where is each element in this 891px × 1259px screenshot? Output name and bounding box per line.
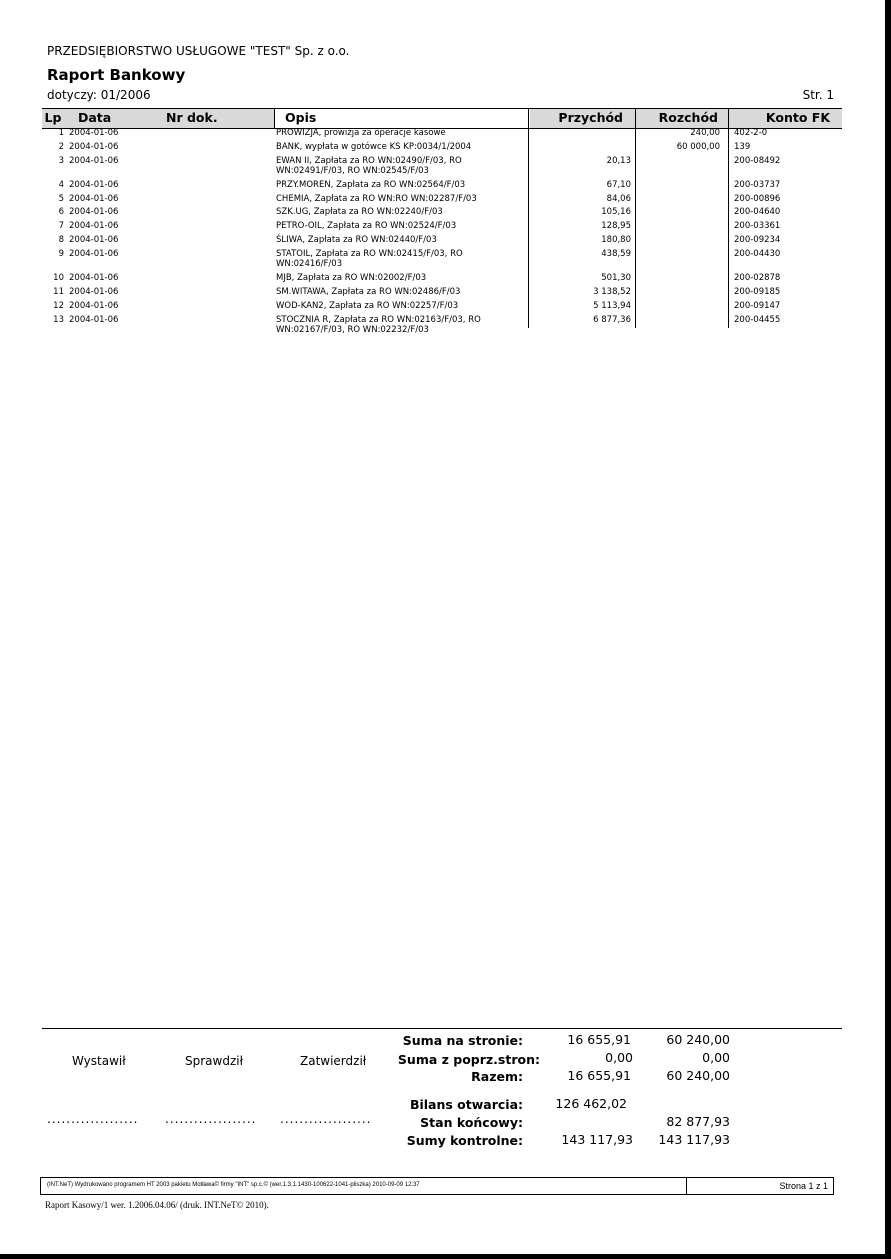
- row-description-line: WN:02416/F/03: [276, 259, 343, 270]
- page-border-right: [885, 0, 891, 1259]
- row-przychod: 5 113,94: [593, 300, 631, 311]
- table-row: [42, 142, 842, 156]
- row-konto: 200-00896: [734, 193, 781, 204]
- signature-label-zatwierdzil: Zatwierdził: [300, 1054, 367, 1068]
- row-date: 2004-01-06: [69, 193, 119, 204]
- row-description-line: SM.WITAWA, Zapłata za RO WN:02486/F/03: [276, 286, 461, 297]
- suma-na-stronie-przychod: 16 655,91: [567, 1032, 631, 1047]
- table-row: [42, 128, 842, 142]
- row-description-line: STOCZNIA R, Zapłata za RO WN:02163/F/03, RO: [276, 314, 481, 325]
- row-description-line: WN:02491/F/03, RO WN:02545/F/03: [276, 166, 429, 177]
- row-przychod: 20,13: [606, 155, 631, 166]
- row-description: [276, 249, 526, 270]
- row-lp: 2: [58, 141, 64, 152]
- row-description-line: ŚLIWA, Zapłata za RO WN:02440/F/03: [276, 235, 437, 246]
- row-rozchod: 60 000,00: [676, 141, 720, 152]
- table-row: [42, 235, 842, 249]
- row-przychod: 6 877,36: [593, 314, 631, 325]
- row-description-line: SZK.UG, Zapłata za RO WN:02240/F/03: [276, 207, 443, 218]
- row-przychod: 128,95: [601, 221, 631, 232]
- row-lp: 13: [53, 314, 64, 325]
- row-lp: 4: [58, 179, 64, 190]
- suma-na-stronie-label: Suma na stronie:: [402, 1033, 523, 1048]
- row-lp: 3: [58, 155, 64, 166]
- row-lp: 11: [53, 286, 64, 297]
- row-description: [276, 194, 526, 205]
- footer-divider: [686, 1178, 687, 1194]
- row-description-line: MJB, Zapłata za RO WN:02002/F/03: [276, 273, 427, 284]
- suma-na-stronie-rozchod: 60 240,00: [666, 1032, 730, 1047]
- row-rozchod: 240,00: [690, 128, 720, 138]
- column-header-doc: Nr dok.: [146, 109, 274, 128]
- stan-koncowy-label: Stan końcowy:: [420, 1115, 523, 1130]
- row-date: 2004-01-06: [69, 286, 119, 297]
- row-date: 2004-01-06: [69, 128, 119, 138]
- page-counter: Strona 1 z 1: [779, 1181, 828, 1191]
- column-divider: [274, 108, 275, 128]
- summary-separator: [42, 1028, 842, 1029]
- column-header-konto: Konto FK: [729, 109, 842, 128]
- sumy-kontrolne-rozchod: 143 117,93: [658, 1132, 730, 1147]
- row-date: 2004-01-06: [69, 179, 119, 190]
- row-przychod: 67,10: [606, 179, 631, 190]
- row-przychod: 3 138,52: [593, 286, 631, 297]
- row-konto: 200-02878: [734, 273, 781, 284]
- column-header-date: Data: [64, 109, 146, 128]
- row-przychod: 438,59: [601, 248, 631, 259]
- row-konto: 200-03361: [734, 221, 781, 232]
- row-description: [276, 142, 526, 153]
- table-row: [42, 315, 842, 339]
- table-row: [42, 180, 842, 194]
- row-lp: 7: [58, 221, 64, 232]
- sumy-kontrolne-label: Sumy kontrolne:: [406, 1133, 523, 1148]
- signature-label-sprawdzil: Sprawdził: [185, 1054, 243, 1068]
- row-lp: 9: [58, 248, 64, 259]
- column-header-opis: Opis: [285, 110, 317, 125]
- table-row: [42, 221, 842, 235]
- row-date: 2004-01-06: [69, 273, 119, 284]
- row-description-line: WOD-KAN2, Zapłata za RO WN:02257/F/03: [276, 300, 459, 311]
- row-description-line: WN:02167/F/03, RO WN:02232/F/03: [276, 325, 429, 336]
- print-footer: [40, 1177, 834, 1195]
- signature-line-zatwierdzil: ...................: [280, 1112, 372, 1126]
- row-konto: 200-08492: [734, 155, 781, 166]
- report-period: dotyczy: 01/2006: [47, 88, 151, 102]
- row-date: 2004-01-06: [69, 235, 119, 246]
- column-header-przychod: Przychód: [530, 109, 635, 128]
- row-lp: 6: [58, 207, 64, 218]
- row-lp: 5: [58, 193, 64, 204]
- row-date: 2004-01-06: [69, 207, 119, 218]
- page-border-bottom: [0, 1254, 891, 1259]
- table-row: [42, 301, 842, 315]
- bilans-otwarcia-label: Bilans otwarcia:: [409, 1097, 523, 1112]
- row-description-line: BANK, wypłata w gotówce KS KP:0034/1/2004: [276, 141, 472, 152]
- row-lp: 12: [53, 300, 64, 311]
- stan-koncowy-value: 82 877,93: [666, 1114, 730, 1129]
- razem-rozchod: 60 240,00: [666, 1068, 730, 1083]
- razem-przychod: 16 655,91: [567, 1068, 631, 1083]
- table-body: [42, 128, 842, 339]
- row-lp: 10: [53, 273, 64, 284]
- row-description-line: EWAN II, Zapłata za RO WN:02490/F/03, RO: [276, 155, 462, 166]
- row-date: 2004-01-06: [69, 155, 119, 166]
- row-konto: 402-2-0: [734, 128, 768, 138]
- row-description-line: PROWIZJA, prowizja za operacje kasowe: [276, 128, 446, 138]
- table-row: [42, 249, 842, 273]
- row-przychod: 180,80: [601, 235, 631, 246]
- row-description-line: PETRO-OIL, Zapłata za RO WN:02524/F/03: [276, 221, 457, 232]
- razem-label: Razem:: [471, 1069, 523, 1084]
- signature-line-sprawdzil: ...................: [165, 1112, 257, 1126]
- row-date: 2004-01-06: [69, 314, 119, 325]
- row-description: [276, 315, 526, 336]
- row-konto: 200-09185: [734, 286, 781, 297]
- row-description: [276, 287, 526, 298]
- suma-poprz-przychod: 0,00: [605, 1050, 633, 1065]
- row-konto: 200-03737: [734, 179, 781, 190]
- row-przychod: 501,30: [601, 273, 631, 284]
- table-header: [42, 108, 842, 129]
- row-lp: 1: [58, 128, 64, 138]
- table-row: [42, 273, 842, 287]
- report-title: Raport Bankowy: [47, 66, 186, 84]
- suma-poprz-label: Suma z poprz.stron:: [397, 1052, 540, 1067]
- row-lp: 8: [58, 235, 64, 246]
- row-date: 2004-01-06: [69, 248, 119, 259]
- row-description: [276, 221, 526, 232]
- signature-line-wystawil: ...................: [47, 1112, 139, 1126]
- row-description-line: STATOIL, Zapłata za RO WN:02415/F/03, RO: [276, 248, 463, 259]
- row-date: 2004-01-06: [69, 221, 119, 232]
- bilans-otwarcia-value: 126 462,02: [555, 1096, 627, 1111]
- row-description: [276, 128, 526, 139]
- row-przychod: 84,06: [606, 193, 631, 204]
- page-number: Str. 1: [802, 88, 834, 102]
- row-konto: 200-09234: [734, 235, 781, 246]
- table-row: [42, 156, 842, 180]
- row-konto: 139: [734, 141, 751, 152]
- row-description: [276, 180, 526, 191]
- report-version-note: Raport Kasowy/1 wer. 1.2006.04.06/ (druk. INT.NeT© 2010).: [45, 1200, 269, 1210]
- row-konto: 200-04455: [734, 314, 781, 325]
- row-description: [276, 301, 526, 312]
- row-konto: 200-04430: [734, 248, 781, 259]
- sumy-kontrolne-przychod: 143 117,93: [561, 1132, 633, 1147]
- row-description: [276, 207, 526, 218]
- row-description: [276, 235, 526, 246]
- table-row: [42, 194, 842, 208]
- row-konto: 200-09147: [734, 300, 781, 311]
- row-date: 2004-01-06: [69, 141, 119, 152]
- suma-poprz-rozchod: 0,00: [702, 1050, 730, 1065]
- row-description: [276, 273, 526, 284]
- row-konto: 200-04640: [734, 207, 781, 218]
- table-row: [42, 287, 842, 301]
- print-info: (INT.NeT) Wydrukowano programem HT 2003 pakietu Motława© firmy "INT" sp.c.© (wer.1.3.1.1430-100622-1041-pliszka) 2010-09-09 12:37: [47, 1182, 420, 1188]
- row-date: 2004-01-06: [69, 300, 119, 311]
- company-name: PRZEDSIĘBIORSTWO USŁUGOWE "TEST" Sp. z o.o.: [47, 44, 350, 58]
- row-description-line: CHEMIA, Zapłata za RO WN:RO WN:02287/F/03: [276, 193, 477, 204]
- signature-label-wystawil: Wystawił: [72, 1054, 126, 1068]
- table-row: [42, 207, 842, 221]
- row-description: [276, 156, 526, 177]
- column-header-rozchod: Rozchód: [636, 109, 728, 128]
- row-przychod: 105,16: [601, 207, 631, 218]
- column-header-lp: Lp: [42, 109, 64, 128]
- row-description-line: PRZY.MOREN, Zapłata za RO WN:02564/F/03: [276, 179, 466, 190]
